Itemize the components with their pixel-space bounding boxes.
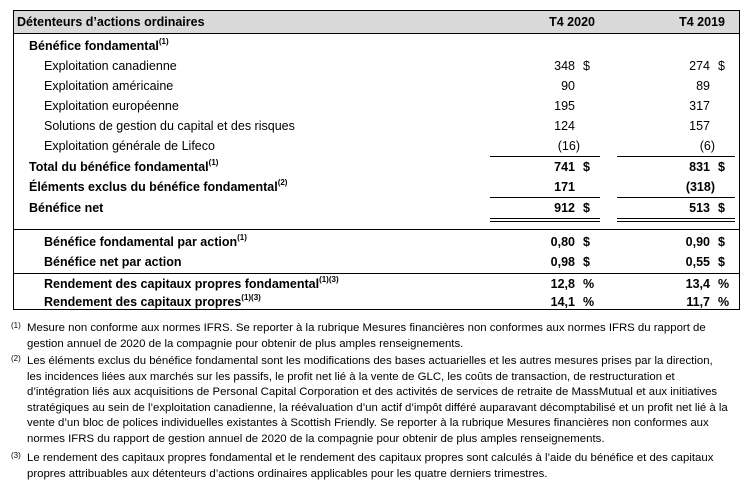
row-unit-2020: $ xyxy=(583,59,590,73)
core-roe-label: Rendement des capitaux propres fondamental$^{(1)(3)}$ xyxy=(44,274,339,291)
net-earnings-2020: 912 xyxy=(554,201,575,215)
row-value-2020: 348 xyxy=(554,59,575,73)
net-eps-unit-2020: $ xyxy=(583,255,590,269)
row-unit-2019: $ xyxy=(718,59,725,73)
table-header-divider xyxy=(14,33,739,34)
double-rule-top-2020 xyxy=(490,218,600,219)
net-unit-2019: $ xyxy=(718,201,725,215)
row-label: Exploitation américaine xyxy=(44,79,174,93)
footnote-1 xyxy=(27,321,745,352)
row-value-2019: 274 xyxy=(689,59,710,73)
footnote-2 xyxy=(27,354,745,447)
total-core-earnings-2020: 741 xyxy=(554,160,575,174)
roe-unit-2020: % xyxy=(583,295,595,309)
table-header-label: Détenteurs d’actions ordinaires xyxy=(17,15,205,29)
footnote-line: gestion annuel de 2020 de la compagnie pour obtenir de plus amples renseignements. xyxy=(27,337,464,350)
row-value-2019: 157 xyxy=(689,119,710,133)
core-eps-label: Bénéfice fondamental par action$^{(1)}$ xyxy=(44,232,247,249)
footnote-marker: (2) xyxy=(11,354,21,363)
roe-2019: 11,7 xyxy=(686,295,710,309)
total-core-earnings-2019: 831 xyxy=(689,160,710,174)
column-header-t4-2020: T4 2020 xyxy=(549,15,595,29)
row-value-2019: 89 xyxy=(696,79,710,93)
core-eps-unit-2020: $ xyxy=(583,235,590,249)
roe-separator xyxy=(14,273,739,274)
footnote-line: d’intégration liés aux acquisitions de Personal Capital Corporation et des activités de services de retraite de MassMutual et aux initiatives xyxy=(27,386,718,398)
row-value-2020: (16) xyxy=(557,139,580,153)
roe-label: Rendement des capitaux propres$^{(1)(3)}$ xyxy=(44,292,261,309)
total-unit-2019: $ xyxy=(718,160,725,174)
row-label: Exploitation canadienne xyxy=(44,59,177,73)
row-label: Exploitation européenne xyxy=(44,99,179,113)
core-roe-unit-2020: % xyxy=(583,277,595,291)
double-rule-top-2019 xyxy=(617,218,735,219)
footnote-3 xyxy=(27,451,745,482)
subtotal-rule-2019 xyxy=(617,156,735,157)
net-rule-2019 xyxy=(617,197,735,198)
row-label: Exploitation générale de Lifeco xyxy=(44,139,215,153)
footnote-line: stratégiques au sein de l’exploitation canadienne, la réévaluation d’un actif d’impôt différé auparavant décomptabilisé et un profit net lié à la xyxy=(27,401,728,414)
net-earnings-label: Bénéfice net xyxy=(29,201,104,215)
net-eps-2020: 0,98 xyxy=(550,255,575,269)
row-value-2020: 90 xyxy=(561,79,575,93)
core-eps-2020: 0,80 xyxy=(550,235,575,249)
section-heading-core-earnings: Bénéfice fondamental$^{(1)}$ xyxy=(29,36,169,53)
footnote-marker: (1) xyxy=(11,321,21,330)
footnote-line: Le rendement des capitaux propres fondamental et le rendement des capitaux propres sont calculés à l’aide du bénéfice et des capitaux xyxy=(27,452,714,464)
row-label: Solutions de gestion du capital et des risques xyxy=(44,119,295,133)
column-header-t4-2019: T4 2019 xyxy=(679,15,725,29)
core-eps-2019: 0,90 xyxy=(685,235,710,249)
net-earnings-2019: 513 xyxy=(689,201,710,215)
footnote-marker: (3) xyxy=(11,451,21,460)
excluded-items-label: Éléments exclus du bénéfice fondamental$^{(2)}$ xyxy=(29,177,288,194)
double-rule-bottom-2019 xyxy=(617,221,735,222)
row-value-2020: 124 xyxy=(554,119,575,133)
core-roe-2020: 12,8 xyxy=(550,277,575,291)
excluded-items-2019: (318) xyxy=(685,180,715,194)
total-unit-2020: $ xyxy=(583,160,590,174)
total-core-earnings-label: Total du bénéfice fondamental$^{(1)}$ xyxy=(29,157,219,174)
net-rule-2020 xyxy=(490,197,600,198)
core-roe-unit-2019: % xyxy=(718,277,730,291)
roe-unit-2019: % xyxy=(718,295,730,309)
excluded-items-2020: 171 xyxy=(554,180,575,194)
footnote-line: normes IFRS du rapport de gestion annuel de 2020 de la compagnie pour obtenir de plus amples renseignements. xyxy=(27,432,605,445)
roe-2020: 14,1 xyxy=(550,295,575,309)
footnote-line: propres attribuables aux détenteurs d’actions ordinaires applicables pour les quatre derniers trimestres. xyxy=(27,467,548,480)
footnote-line: Mesure non conforme aux normes IFRS. Se reporter à la rubrique Mesures financières non conformes aux normes IFRS du rapport de xyxy=(27,322,706,334)
net-eps-unit-2019: $ xyxy=(718,255,725,269)
row-value-2019: (6) xyxy=(699,139,715,153)
core-roe-2019: 13,4 xyxy=(685,277,710,291)
row-value-2020: 195 xyxy=(554,99,575,113)
row-value-2019: 317 xyxy=(689,99,710,113)
footnote-line: les incidences liées aux marchés sur les passifs, le profit net lié à la vente de GLC, les coûts de transaction, de restructuration et xyxy=(27,370,675,383)
net-eps-label: Bénéfice net par action xyxy=(44,255,182,269)
section-separator xyxy=(14,229,739,230)
footnote-line: Les éléments exclus du bénéfice fondamental sont les modifications des bases actuarielles et les autres mesures prises par la direction, xyxy=(27,355,713,367)
net-unit-2020: $ xyxy=(583,201,590,215)
net-eps-2019: 0,55 xyxy=(685,255,710,269)
footnote-line: vente d’un bloc de polices individuelles existantes à Scottish Friendly. Se reporter à la rubrique Mesures financières non conformes aux xyxy=(27,417,709,429)
core-eps-unit-2019: $ xyxy=(718,235,725,249)
subtotal-rule-2020 xyxy=(490,156,600,157)
double-rule-bottom-2020 xyxy=(490,221,600,222)
